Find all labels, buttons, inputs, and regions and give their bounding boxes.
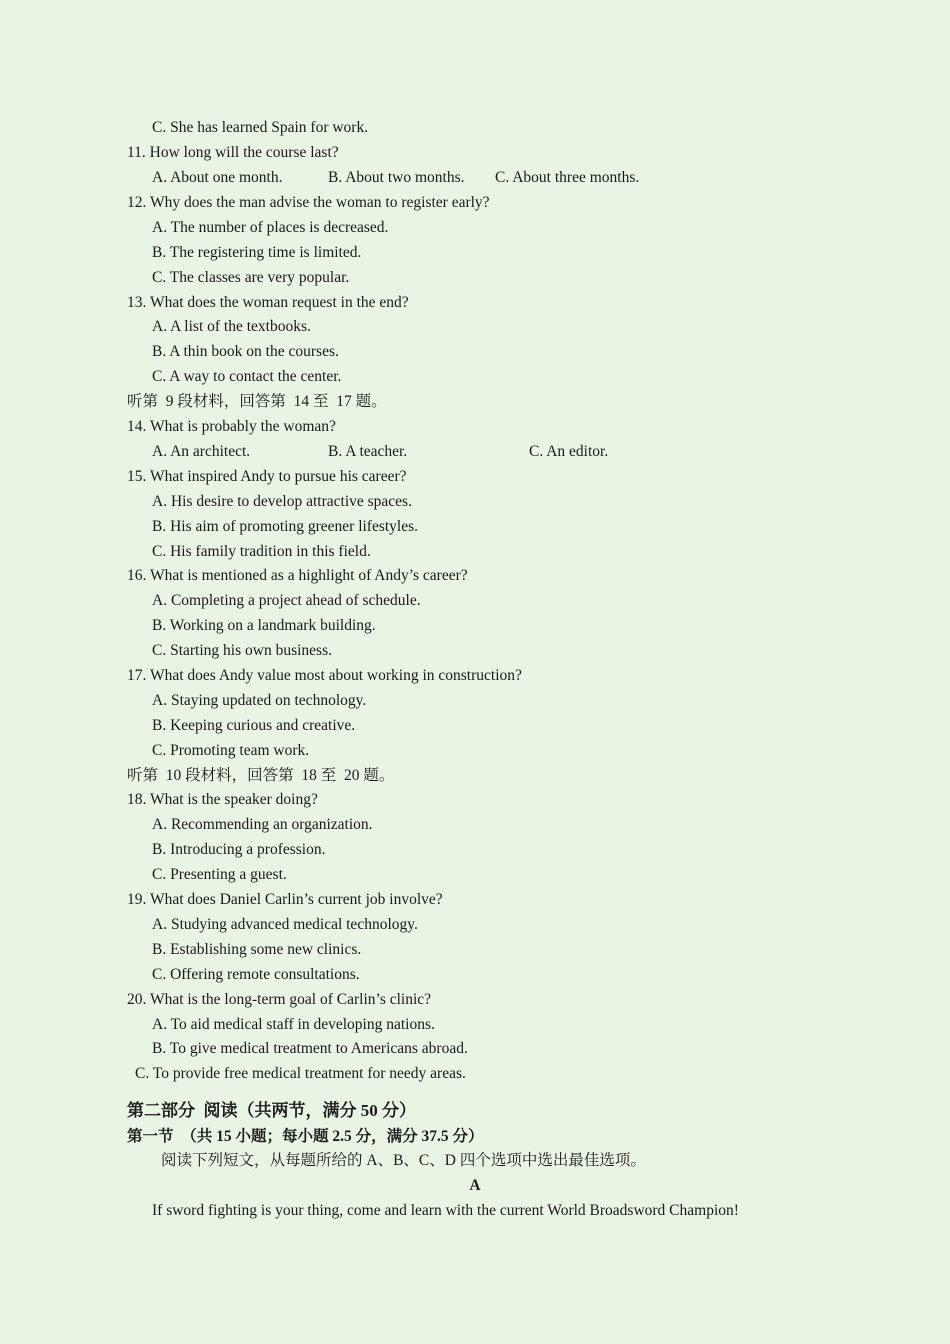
q13-option-c: C. A way to contact the center. [152, 368, 342, 385]
q15-option-c: C. His family tradition in this field. [152, 543, 371, 560]
q10-option-c: C. She has learned Spain for work. [152, 119, 369, 136]
q14-option-a: A. An architect. [152, 443, 251, 460]
q18-question: 18. What is the speaker doing? [127, 791, 318, 808]
q12-option-a: A. The number of places is decreased. [152, 219, 389, 236]
q20-option-a: A. To aid medical staff in developing nations. [152, 1016, 435, 1033]
q15-option-b: B. His aim of promoting greener lifestyles. [152, 518, 419, 535]
q17-question: 17. What does Andy value most about working in construction? [127, 667, 522, 684]
q19-question: 19. What does Daniel Carlin’s current job involve? [127, 891, 443, 908]
passage-letter: A [469, 1177, 481, 1194]
q18-option-b: B. Introducing a profession. [152, 841, 326, 858]
q11-option-a: A. About one month. [152, 169, 283, 186]
q17-option-c: C. Promoting team work. [152, 742, 310, 759]
q18-option-a: A. Recommending an organization. [152, 816, 373, 833]
q16-option-a: A. Completing a project ahead of schedule. [152, 592, 421, 609]
q18-option-c: C. Presenting a guest. [152, 866, 287, 883]
q12-option-c: C. The classes are very popular. [152, 269, 350, 286]
q19-option-b: B. Establishing some new clinics. [152, 941, 362, 958]
section-9-instruction: 听第 9 段材料，回答第 14 至 17 题。 [127, 393, 387, 410]
q19-option-c: C. Offering remote consultations. [152, 966, 360, 983]
q13-option-a: A. A list of the textbooks. [152, 318, 311, 335]
q20-question: 20. What is the long-term goal of Carlin’s clinic? [127, 991, 432, 1008]
q15-question: 15. What inspired Andy to pursue his career? [127, 468, 407, 485]
q17-option-b: B. Keeping curious and creative. [152, 717, 356, 734]
q19-option-a: A. Studying advanced medical technology. [152, 916, 418, 933]
q11-question: 11. How long will the course last? [127, 144, 339, 161]
q17-option-a: A. Staying updated on technology. [152, 692, 367, 709]
q12-question: 12. Why does the man advise the woman to register early? [127, 194, 490, 211]
q16-option-b: B. Working on a landmark building. [152, 617, 376, 634]
q12-option-b: B. The registering time is limited. [152, 244, 362, 261]
q16-option-c: C. Starting his own business. [152, 642, 332, 659]
passage-text: If sword fighting is your thing, come and learn with the current World Broadsword Champion! [152, 1202, 739, 1219]
section-10-instruction: 听第 10 段材料，回答第 18 至 20 题。 [127, 767, 395, 784]
section-1-heading: 第一节 （共 15 小题；每小题 2.5 分，满分 37.5 分） [127, 1128, 484, 1145]
q14-option-c: C. An editor. [529, 443, 609, 460]
q16-question: 16. What is mentioned as a highlight of Andy’s career? [127, 567, 468, 584]
q14-question: 14. What is probably the woman? [127, 418, 336, 435]
part-2-heading: 第二部分 阅读（共两节，满分 50 分） [127, 1101, 416, 1120]
q20-option-c: C. To provide free medical treatment for needy areas. [135, 1065, 466, 1082]
q11-option-b: B. About two months. [328, 169, 465, 186]
q15-option-a: A. His desire to develop attractive spaces. [152, 493, 412, 510]
q11-option-c: C. About three months. [495, 169, 640, 186]
q14-option-b: B. A teacher. [328, 443, 408, 460]
q20-option-b: B. To give medical treatment to Americans abroad. [152, 1040, 468, 1057]
q13-question: 13. What does the woman request in the end? [127, 294, 409, 311]
q13-option-b: B. A thin book on the courses. [152, 343, 339, 360]
reading-instruction: 阅读下列短文，从每题所给的 A、B、C、D 四个选项中选出最佳选项。 [161, 1152, 646, 1169]
